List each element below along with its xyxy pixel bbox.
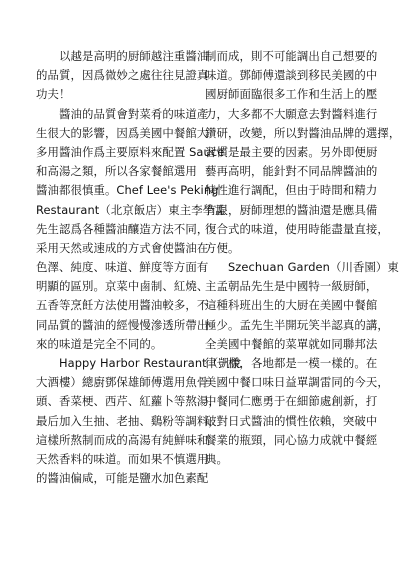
text-line: 鑽研，改變，所以對醬油品牌的選擇， <box>205 125 400 140</box>
text-line: 餐業的瓶頸，同心協力成就中餐經 <box>205 432 378 447</box>
text-line: 明顯的區別。京菜中鹵制、紅燒、 <box>36 279 209 294</box>
text-line: 習慣是最主要的因素。另外即便厨 <box>205 144 378 159</box>
text-line: 破對日式醬油的慣性依賴，突破中 <box>205 413 378 428</box>
text-line: 同品質的醬油的經慢慢滲透所帶出 <box>36 317 209 332</box>
text-line: 主孟朝品先生是中國特一級厨師， <box>205 279 378 294</box>
text-line: 色澤、純度、味道、鮮度等方面有 <box>36 260 209 275</box>
text-line: 制而成，則不可能調出自己想要的 <box>205 49 378 63</box>
text-line: Happy Harbor Restaurant（凱悅 <box>36 356 242 370</box>
text-line: 藝再高明，能針對不同品牌醬油的 <box>205 164 378 179</box>
text-line: Szechuan Garden（川香園）東 <box>205 260 399 275</box>
text-line: 最后加入生抽、老抽、鷄粉等調料， <box>36 413 220 428</box>
text-line: 極少。孟先生半開玩笑半認真的講， <box>205 317 389 332</box>
text-line: 的品質，因爲微妙之處往往見證真 <box>36 68 209 83</box>
text-line: 頭、香菜梗、西芹、紅蘿卜等熬湯， <box>36 394 220 409</box>
text-line: 復合式的味道，使用時能盡量直接， <box>205 221 389 236</box>
text-line: 功夫！ <box>36 87 71 102</box>
text-line: 方便。 <box>205 240 240 255</box>
text-line: 全美國中餐館的菜單就如同聯邦法 <box>205 336 378 351</box>
text-line: 和高湯之類，所以各家餐館選用 <box>36 164 197 179</box>
text-line: 典。 <box>205 451 228 466</box>
text-line: 五香等烹飪方法使用醬油較多，不 <box>36 298 209 313</box>
text-line: 生很大的影響，因爲美國中餐館大 <box>36 125 209 140</box>
text-line: 先生認爲各種醬油釀造方法不同， <box>36 221 209 236</box>
text-line: 這種科班出生的大厨在美國中餐館 <box>205 298 378 313</box>
text-line: 力，大多都不大願意去對醬料進行 <box>205 106 378 121</box>
text-line: 以越是高明的厨師越注重醬油 <box>36 49 209 63</box>
text-line: 天然香料的味道。而如果不慎選用 <box>36 451 209 466</box>
text-line: 中餐同仁應勇于在細節處創新，打 <box>205 394 378 409</box>
text-line: 多用醬油作爲主要原料來配置 Sauce <box>36 144 225 159</box>
text-column-right <box>205 47 400 469</box>
text-line: 有限，厨師理想的醬油還是應具備 <box>205 202 378 217</box>
text-line: 采用天然或速成的方式會使醬油在 <box>36 240 209 255</box>
text-line: 這樣所熬制而成的高湯有純鮮味和 <box>36 432 209 447</box>
text-line: 國厨師面臨很多工作和生活上的壓 <box>205 87 378 102</box>
text-line: 特性進行調配，但由于時間和精力 <box>205 183 378 198</box>
text-line: 味道。鄧師傅還談到移民美國的中 <box>205 68 378 83</box>
text-line: Restaurant（北京飯店）東主李學孟 <box>36 202 226 217</box>
text-line: 醬油的品質會對菜肴的味道產 <box>36 106 209 121</box>
text-line: 大酒樓）總廚鄧保雄師傅選用魚骨 <box>36 375 209 390</box>
text-line: 的醬油偏咸，可能是鹽水加色素配 <box>36 471 209 486</box>
text-line: 美國中餐口味日益單調雷同的今天， <box>205 375 389 390</box>
text-line: 來的味道是完全不同的。 <box>36 336 163 351</box>
text-line: 醬油都很慎重。Chef Lee's Peking <box>36 183 219 198</box>
text-line: 律一樣，各地都是一模一樣的。在 <box>205 356 378 370</box>
